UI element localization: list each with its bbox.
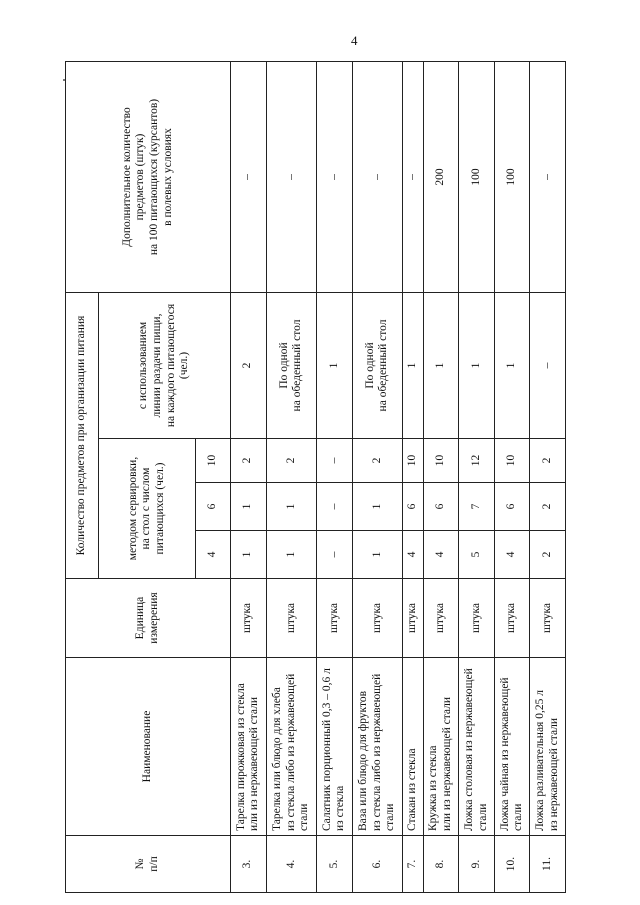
table-row: [231, 62, 267, 893]
header-serving-10: 10: [196, 439, 231, 483]
cell-number: 8.: [423, 836, 459, 893]
cell-serving-4: 1: [231, 531, 267, 579]
cell-additional: –: [317, 62, 353, 293]
cell-serving-10: 12: [459, 439, 495, 483]
header-quantity-group: Количество предметов при организации питания: [66, 293, 99, 579]
cell-serving-6: 1: [352, 483, 403, 531]
cell-serving-10: 10: [423, 439, 459, 483]
cell-number: 11.: [530, 836, 566, 893]
cell-number: 7.: [403, 836, 424, 893]
cell-serving-10: 2: [266, 439, 317, 483]
cell-serving-4: 1: [352, 531, 403, 579]
cell-additional: –: [231, 62, 267, 293]
cell-serving-4: 4: [423, 531, 459, 579]
cell-name: Ваза или блюдо для фруктов из стекла либо из нержавеющей стали: [352, 658, 403, 836]
cell-number: 4.: [266, 836, 317, 893]
cell-unit: штука: [459, 579, 495, 658]
cell-additional: –: [403, 62, 424, 293]
cell-serving-4: 4: [403, 531, 424, 579]
cell-additional: 100: [494, 62, 530, 293]
cell-serving-6: 1: [266, 483, 317, 531]
cell-unit: штука: [530, 579, 566, 658]
cell-name: Салатник порционный 0,3 – 0,6 л из стекла: [317, 658, 353, 836]
cell-serving-4: –: [317, 531, 353, 579]
header-row-1: [66, 62, 99, 893]
cell-additional: –: [352, 62, 403, 293]
cell-additional: –: [266, 62, 317, 293]
cell-serving-4: 4: [494, 531, 530, 579]
cell-unit: штука: [403, 579, 424, 658]
cell-line-method: 1: [459, 293, 495, 439]
header-number: № п/п: [66, 836, 231, 893]
table-row: [423, 62, 459, 893]
cell-serving-10: –: [317, 439, 353, 483]
cell-serving-4: 1: [266, 531, 317, 579]
table-row: [494, 62, 530, 893]
cell-serving-10: 2: [530, 439, 566, 483]
cell-additional: 200: [423, 62, 459, 293]
cell-serving-6: 1: [231, 483, 267, 531]
table-row: [352, 62, 403, 893]
cell-line-method: По одной на обеденный стол: [266, 293, 317, 439]
table-body: [231, 62, 566, 893]
cell-name: Ложка столовая из нержавеющей стали: [459, 658, 495, 836]
cell-serving-6: 7: [459, 483, 495, 531]
cell-number: 10.: [494, 836, 530, 893]
cell-name: Тарелка пирожковая из стекла или из нержавеющей стали: [231, 658, 267, 836]
header-serving-6: 6: [196, 483, 231, 531]
cell-number: 5.: [317, 836, 353, 893]
header-additional: Дополнительное количество предметов (штук) на 100 питающихся (курсантов) в полевых условиях: [66, 62, 231, 293]
cell-serving-6: 2: [530, 483, 566, 531]
cell-number: 6.: [352, 836, 403, 893]
header-name: Наименование: [66, 658, 231, 836]
cell-name: Стакан из стекла: [403, 658, 424, 836]
cell-number: 9.: [459, 836, 495, 893]
page-number: 4: [351, 33, 358, 48]
cell-line-method: 1: [317, 293, 353, 439]
cell-unit: штука: [352, 579, 403, 658]
cell-line-method: –: [530, 293, 566, 439]
table-row: [317, 62, 353, 893]
header-unit: Единица измерения: [66, 579, 231, 658]
cell-name: Кружка из стекла или из нержавеющей стали: [423, 658, 459, 836]
table-row: [266, 62, 317, 893]
cell-unit: штука: [266, 579, 317, 658]
header-line-method: с использованием линии раздачи пищи, на каждого питающегося (чел.): [99, 293, 231, 439]
cell-serving-10: 2: [352, 439, 403, 483]
cell-line-method: 2: [231, 293, 267, 439]
cell-line-method: 1: [403, 293, 424, 439]
table-row: [530, 62, 566, 893]
cell-unit: штука: [494, 579, 530, 658]
cell-line-method: 1: [423, 293, 459, 439]
cell-unit: штука: [317, 579, 353, 658]
cell-name: Тарелка или блюдо для хлеба из стекла либо из нержавеющей стали: [266, 658, 317, 836]
rotated-table-wrapper: [65, 62, 566, 893]
header-serving-4: 4: [196, 531, 231, 579]
cell-serving-10: 10: [403, 439, 424, 483]
items-table: [65, 61, 566, 893]
cell-unit: штука: [423, 579, 459, 658]
table-row: [459, 62, 495, 893]
cell-serving-4: 2: [530, 531, 566, 579]
cell-serving-10: 2: [231, 439, 267, 483]
cell-additional: 100: [459, 62, 495, 293]
cell-line-method: По одной на обеденный стол: [352, 293, 403, 439]
cell-serving-6: 6: [403, 483, 424, 531]
cell-serving-10: 10: [494, 439, 530, 483]
cell-unit: штука: [231, 579, 267, 658]
cell-serving-6: –: [317, 483, 353, 531]
cell-serving-6: 6: [423, 483, 459, 531]
cell-name: Ложка разливательная 0,25 л из нержавеющей стали: [530, 658, 566, 836]
cell-name: Ложка чайная из нержавеющей стали: [494, 658, 530, 836]
cell-serving-6: 6: [494, 483, 530, 531]
table-row: [403, 62, 424, 893]
header-serving-method: методом сервировки, на стол с числом питающихся (чел.): [99, 439, 196, 579]
cell-line-method: 1: [494, 293, 530, 439]
cell-number: 3.: [231, 836, 267, 893]
cell-additional: –: [530, 62, 566, 293]
cell-serving-4: 5: [459, 531, 495, 579]
